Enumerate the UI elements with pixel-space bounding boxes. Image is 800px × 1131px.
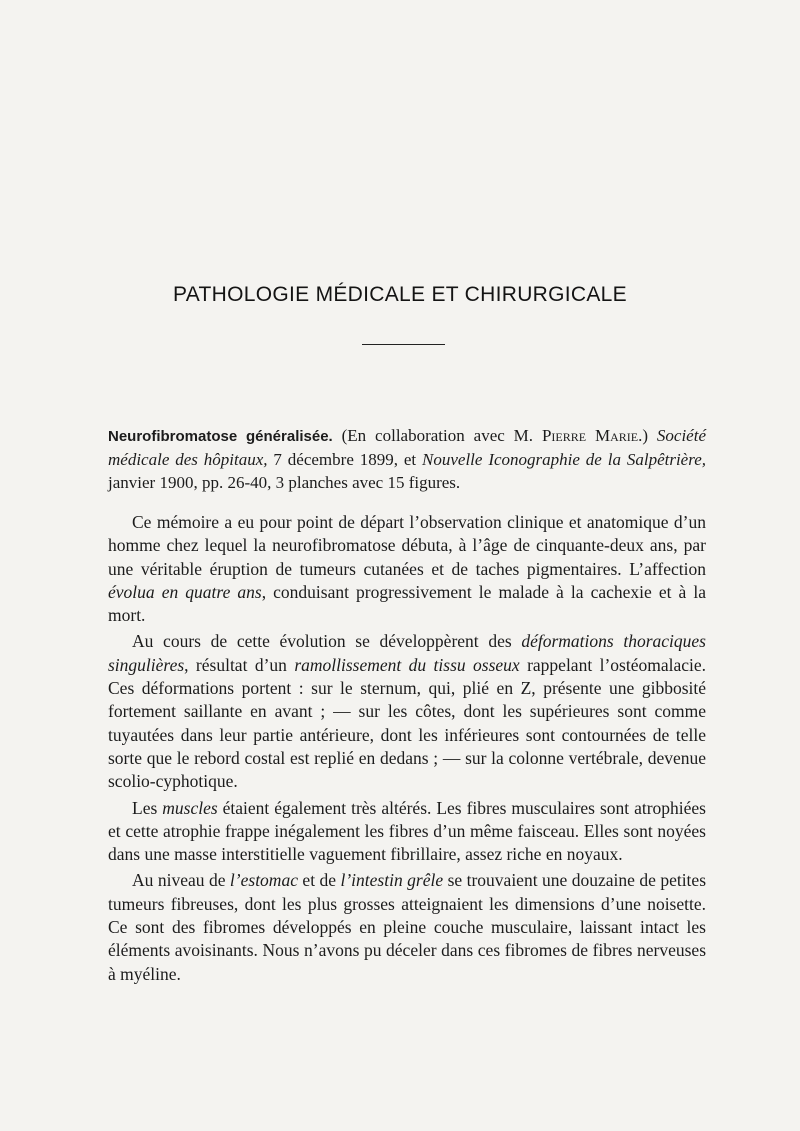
bibliographic-reference	[108, 424, 706, 494]
paragraph-1	[108, 511, 706, 627]
reference-date-1: 7 décembre 1899, et	[267, 450, 423, 469]
p2-emphasis-2: ramollissement du tissu osseux	[294, 654, 520, 675]
p1-emphasis: évolua en quatre ans	[108, 581, 262, 602]
p2-emphasis-1: déformations thoraciques singulières	[108, 631, 706, 675]
reference-journal-1: Société médicale des hôpitaux,	[108, 426, 706, 469]
p2-text-b: , résultat d’un	[184, 654, 295, 675]
paragraph-3	[108, 797, 706, 867]
reference-details: janvier 1900, pp. 26-40, 3 planches avec 15 figures.	[108, 473, 461, 492]
p1-text: Ce mémoire a eu pour point de départ l’observation clinique et anatomique d’un homme chez lequel la neurofibromatose débuta, à l’âge de cinquante-deux ans, par une véritable éruption de tumeurs cutanées et de taches pigmentaires. L’affection	[108, 512, 706, 579]
paragraph-2	[108, 630, 706, 793]
reference-collab-open: (En collaboration avec M.	[332, 426, 542, 445]
p4-text-c: se trouvaient une douzaine de petites tumeurs fibreuses, dont les plus grosses atteignaient les dimensions d’une noisette. Ce sont des fibromes développés en pleine couche musculaire, laissant intact les éléments avoisinants. Nous n’avons pu déceler dans ces fibromes de fibres nerveuses à myéline.	[108, 870, 706, 984]
p3-text-b: étaient également très altérés. Les fibres musculaires sont atrophiées et cette atrophie frappe inégalement les fibres d’un même faisceau. Elles sont noyées dans une masse interstitielle vaguement fibrillaire, assez riche en noyaux.	[108, 797, 706, 865]
reference-collab-close: .)	[638, 426, 657, 445]
p2-text-a: Au cours de cette évolution se développèrent des	[132, 631, 522, 652]
p2-text-c: rappelant l’ostéomalacie. Ces déformations portent : sur le sternum, qui, plié en Z, présente une gibbosité fortement saillante en avant ; — sur les côtes, dont les supérieures sont comme tuyautées dans leur partie antérieure, dont les inférieures sont contournées de telle sorte que le rebord costal est replié en dedans ; — sur la colonne vertébrale, devenue scolio-cyphotique.	[108, 654, 706, 792]
p4-emphasis-1: l’estomac	[229, 870, 298, 891]
reference-author: Pierre Marie	[541, 426, 639, 445]
p4-text-a: Au niveau de	[132, 870, 230, 891]
p4-emphasis-2: l’intestin grêle	[340, 870, 444, 891]
p1-end: , conduisant progressivement le malade à la cachexie et à la mort.	[108, 581, 707, 626]
reference-title: Neurofibromatose généralisée.	[108, 428, 333, 445]
p3-emphasis: muscles	[162, 797, 218, 818]
p3-text-a: Les	[132, 797, 163, 818]
title-rule	[362, 344, 445, 345]
article-body	[108, 511, 706, 989]
paragraph-4	[108, 869, 706, 985]
p4-text-b: et de	[297, 870, 341, 891]
section-title: PATHOLOGIE MÉDICALE ET CHIRURGICALE	[173, 283, 627, 306]
reference-journal-2: Nouvelle Iconographie de la Salpêtrière,	[422, 450, 706, 469]
